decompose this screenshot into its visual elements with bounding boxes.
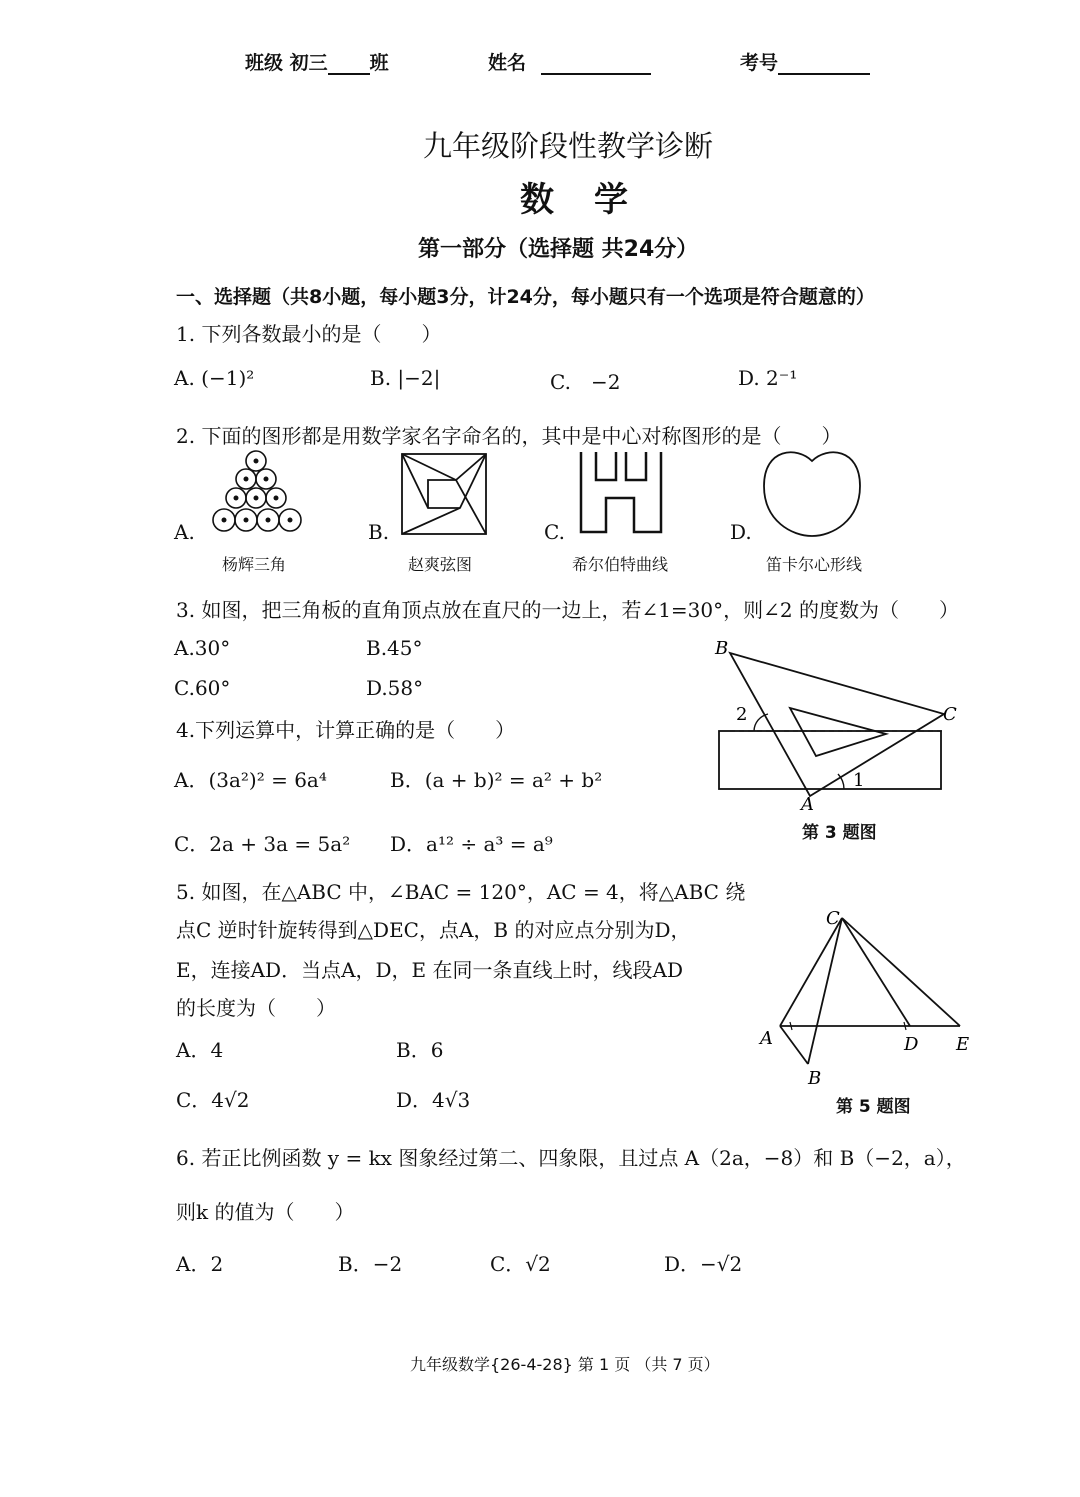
zhaoshuang-diagram-figure [400,452,490,537]
q5-option-d[interactable]: D．4√3 [396,1088,471,1112]
q1-option-c[interactable]: C. −2 [550,370,621,394]
page-footer: 九年级数学{26-4-28} 第 1 页 （共 7 页） [410,1355,720,1374]
q2-caption-b: 赵爽弦图 [408,555,473,574]
q3-option-d[interactable]: D.58° [366,676,424,700]
q2-option-d[interactable]: D. [730,520,752,544]
q3-label-b: B [715,638,729,659]
q3-option-b[interactable]: B.45° [366,636,423,660]
q2-caption-d: 笛卡尔心形线 [766,555,863,574]
q3-label-c: C [943,704,957,725]
q3-figure-caption: 第 3 题图 [802,823,877,843]
q3-option-c[interactable]: C.60° [174,676,231,700]
q2-caption-c: 希尔伯特曲线 [572,555,669,574]
q5-figure [760,904,980,1089]
q5-stem-line3: E，连接AD．当点A，D，E 在同一条直线上时，线段AD [176,958,683,982]
q5-stem-line2: 点C 逆时针旋转得到△DEC，点A，B 的对应点分别为D， [176,918,691,942]
q2-caption-a: 杨辉三角 [222,555,287,574]
subject-title: 数学 [520,180,668,220]
name-label: 姓名 [488,52,527,74]
q4-option-b[interactable]: B．(a + b)² = a² + b² [390,768,603,792]
q3-label-angle1: 1 [853,770,865,791]
id-blank[interactable] [778,55,870,75]
q5-label-e: E [956,1034,970,1055]
yanghui-triangle-figure [200,448,310,538]
q5-option-c[interactable]: C．4√2 [176,1088,250,1112]
q5-label-b: B [808,1068,822,1089]
q5-label-d: D [904,1034,919,1055]
q2-option-c[interactable]: C. [544,520,565,544]
q6-stem-line2: 则k 的值为（ ） [176,1200,355,1224]
q5-label-a: A [760,1028,773,1049]
q1-stem: 1. 下列各数最小的是（ ） [176,322,442,346]
section-title: 一、选择题（共8小题，每小题3分，计24分，每小题只有一个选项是符合题意的） [176,286,875,308]
q5-label-c: C [826,908,840,929]
q3-figure [712,636,972,836]
name-field [488,48,651,75]
q5-option-a[interactable]: A．4 [176,1038,224,1062]
name-blank[interactable] [541,55,651,75]
part-title: 第一部分（选择题 共24分） [418,237,699,262]
q6-option-a[interactable]: A．2 [176,1252,224,1276]
q6-option-c[interactable]: C．√2 [490,1252,551,1276]
q5-stem-line1: 5. 如图，在△ABC 中，∠BAC = 120°，AC = 4，将△ABC 绕 [176,880,746,904]
q4-option-a[interactable]: A．(3a²)² = 6a⁴ [174,768,327,792]
q3-label-angle2: 2 [736,704,748,725]
q2-option-b[interactable]: B. [368,520,390,544]
q3-option-a[interactable]: A.30° [174,636,231,660]
q1-option-b[interactable]: B. |−2| [370,366,441,390]
q4-option-d[interactable]: D．a¹² ÷ a³ = a⁹ [390,832,553,856]
class-field [245,48,389,75]
class-label: 班级 初三 [245,52,328,74]
class-suffix: 班 [369,52,389,74]
q6-option-b[interactable]: B．−2 [338,1252,403,1276]
q4-stem: 4.下列运算中，计算正确的是（ ） [176,718,516,742]
q6-option-d[interactable]: D．−√2 [664,1252,743,1276]
q5-option-b[interactable]: B．6 [396,1038,444,1062]
q2-option-a[interactable]: A. [174,520,195,544]
hilbert-curve-figure [576,450,666,535]
q3-stem: 3. 如图，把三角板的直角顶点放在直尺的一边上，若∠1=30°，则∠2 的度数为（ ） [176,598,959,622]
q3-label-a: A [801,794,814,815]
q4-option-c[interactable]: C．2a + 3a = 5a² [174,832,351,856]
class-blank[interactable] [328,55,370,75]
q6-stem-line1: 6. 若正比例函数 y = kx 图象经过第二、四象限，且过点 A（2a，−8）和 B（−2，a）， [176,1146,966,1170]
id-field [740,48,870,75]
q5-figure-caption: 第 5 题图 [836,1097,911,1117]
q2-stem: 2. 下面的图形都是用数学家名字命名的，其中是中心对称图形的是（ ） [176,424,842,448]
q5-stem-line4: 的长度为（ ） [176,996,336,1020]
cardioid-figure [762,446,862,541]
id-label: 考号 [740,52,779,74]
q1-option-d[interactable]: D. 2⁻¹ [738,366,798,390]
q1-option-a[interactable]: A. (−1)² [174,366,255,390]
exam-title: 九年级阶段性教学诊断 [422,129,713,163]
